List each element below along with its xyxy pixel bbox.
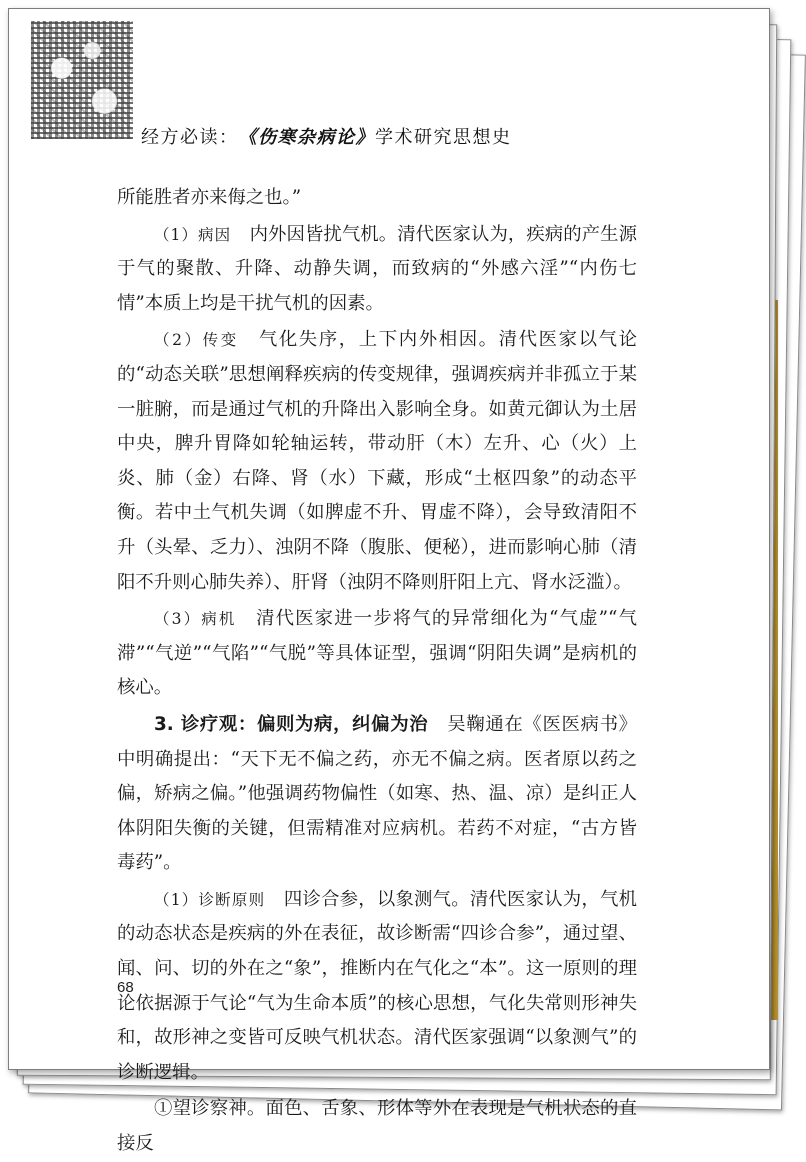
paragraph-inspection: ①望诊察神。面色、舌象、形体等外在表现是气机状态的直接反	[117, 1098, 637, 1155]
paragraph-text: 四诊合参，以象测气。清代医家认为，气机的动态状态是疾病的外在表征，故诊断需“四诊合参”，通过望、闻、问、切的外在之“象”，推断内在气化之“本”。这一原则的理论依据源于气论“气为生命本质”的核心思想，气化失常则形神失和，故形神之变皆可反映气机状态。清代医家强调“以象测气”的诊断逻辑。	[117, 888, 637, 1083]
paragraph-diagnosis	[117, 883, 637, 1091]
subsection-label: （1）诊断原则	[154, 890, 266, 909]
paragraph-text: 清代医家进一步将气的异常细化为“气虚”“气滞”“气逆”“气陷”“气脱”等具体证型，强调“阴阳失调”是病机的核心。	[117, 608, 637, 699]
header-suffix: 学术研究思想史	[375, 127, 512, 148]
running-header	[141, 123, 512, 149]
header-prefix: 经方必读：	[141, 127, 239, 148]
subsection-label: （3）病机	[154, 610, 237, 629]
page-number: 68	[117, 979, 134, 996]
subsection-label: （1）病因	[154, 225, 232, 244]
paragraph-treatment-view	[117, 708, 637, 881]
qr-code	[31, 21, 133, 139]
header-book-title: 《伤寒杂病论》	[238, 127, 375, 148]
paragraph-text: 内外因皆扰气机。清代医家认为，疾病的产生源于气的聚散、升降、动静失调，而致病的“外感六淫”“内伤七情”本质上均是干扰气机的因素。	[117, 223, 637, 314]
paragraph: 所能胜者亦来侮之也。”	[117, 187, 302, 208]
section-heading: 3. 诊疗观：偏则为病，纠偏为治	[154, 713, 429, 735]
subsection-label: （2）传变	[154, 331, 239, 350]
paragraph-etiology	[117, 218, 637, 322]
paragraph-text: 吴鞠通在《医医病书》中明确提出：“天下无不偏之药，亦无不偏之病。医者原以药之偏，矫病之偏。”他强调药物偏性（如寒、热、温、凉）是纠正人体阴阳失衡的关键，但需精准对应病机。若药不对症，“古方皆毒药”。	[117, 713, 637, 874]
book-page	[8, 8, 770, 1155]
paragraph-pathogenesis	[117, 602, 637, 706]
page-body	[117, 181, 637, 1162]
paragraph-transmission	[117, 323, 637, 600]
paragraph-text: 气化失序，上下内外相因。清代医家以气论的“动态关联”思想阐释疾病的传变规律，强调疾病并非孤立于某一脏腑，而是通过气机的升降出入影响全身。如黄元御认为土居中央，脾升胃降如轮轴运转，带动肝（木）左升、心（火）上炎、肺（金）右降、肾（水）下藏，形成“土枢四象”的动态平衡。若中土气机失调（如脾虚不升、胃虚不降），会导致清阳不升（头晕、乏力）、浊阴不降（腹胀、便秘），进而影响心肺（清阳不升则心肺失养）、肝肾（浊阴不降则肝阳上亢、肾水泛滥）。	[117, 329, 637, 593]
